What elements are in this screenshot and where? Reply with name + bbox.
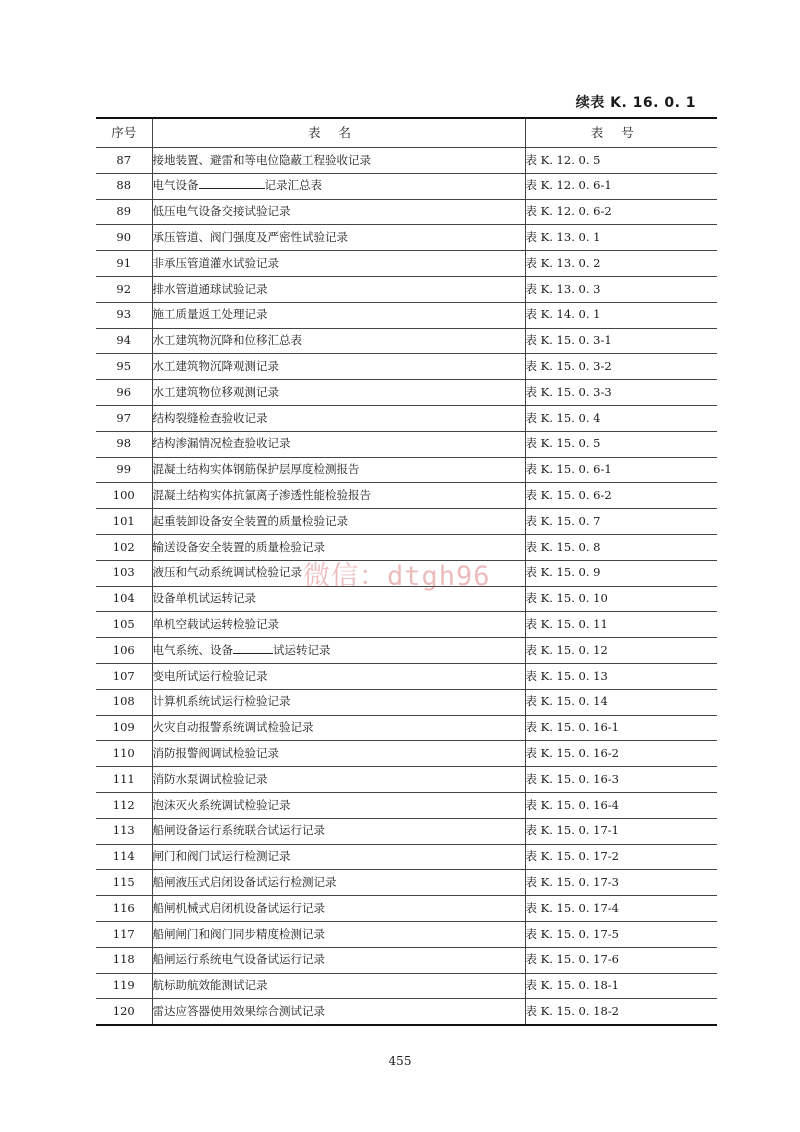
row-form-code: 表 K. 15. 0. 17-3 (525, 870, 717, 896)
row-form-code: 表 K. 15. 0. 17-2 (525, 844, 717, 870)
row-form-name: 排水管道通球试验记录 (152, 276, 525, 302)
table-row (96, 715, 717, 741)
form-name-prefix: 电气系统、设备 (152, 642, 233, 657)
table-header-row (96, 118, 717, 148)
row-serial-number: 100 (96, 483, 152, 509)
table-row (96, 173, 717, 199)
table-row (96, 921, 717, 947)
row-serial-number: 99 (96, 457, 152, 483)
watermark: 微信：dtgh96 (303, 561, 491, 592)
row-serial-number: 112 (96, 792, 152, 818)
table-row (96, 483, 717, 509)
row-form-name: 施工质量返工处理记录 (152, 302, 525, 328)
row-form-code: 表 K. 15. 0. 16-4 (525, 792, 717, 818)
row-form-code: 表 K. 12. 0. 6-1 (525, 173, 717, 199)
row-serial-number: 103 (96, 560, 152, 586)
table-row (96, 199, 717, 225)
row-serial-number: 104 (96, 586, 152, 612)
table-row (96, 999, 717, 1025)
row-form-name: 混凝土结构实体抗氯离子渗透性能检验报告 (152, 483, 525, 509)
row-form-name: 低压电气设备交接试验记录 (152, 199, 525, 225)
row-form-code: 表 K. 15. 0. 18-2 (525, 999, 717, 1025)
row-form-name: 闸门和阀门试运行检测记录 (152, 844, 525, 870)
row-serial-number: 107 (96, 663, 152, 689)
row-form-code: 表 K. 15. 0. 17-5 (525, 921, 717, 947)
row-form-code: 表 K. 15. 0. 6-1 (525, 457, 717, 483)
row-form-name: 雷达应答器使用效果综合测试记录 (152, 999, 525, 1025)
row-form-name (152, 638, 525, 664)
row-form-name: 混凝土结构实体钢筋保护层厚度检测报告 (152, 457, 525, 483)
row-form-name: 液压和气动系统调试检验记录 (152, 560, 525, 586)
row-serial-number: 115 (96, 870, 152, 896)
row-serial-number: 108 (96, 689, 152, 715)
row-form-name: 单机空载试运转检验记录 (152, 612, 525, 638)
row-form-code: 表 K. 15. 0. 11 (525, 612, 717, 638)
table-row (96, 792, 717, 818)
row-form-name (152, 173, 525, 199)
header-form-code: 表号 (525, 118, 717, 148)
row-form-name: 设备单机试运转记录 (152, 586, 525, 612)
table-row (96, 148, 717, 174)
row-serial-number: 113 (96, 818, 152, 844)
table-row (96, 663, 717, 689)
table-caption: 续表 K. 16. 0. 1 (575, 95, 696, 111)
table-row (96, 818, 717, 844)
row-form-code: 表 K. 13. 0. 1 (525, 225, 717, 251)
table-row (96, 612, 717, 638)
table-row (96, 380, 717, 406)
row-form-code: 表 K. 15. 0. 3-1 (525, 328, 717, 354)
table-row (96, 638, 717, 664)
row-form-code: 表 K. 15. 0. 16-2 (525, 741, 717, 767)
row-form-code: 表 K. 15. 0. 9 (525, 560, 717, 586)
row-serial-number: 90 (96, 225, 152, 251)
row-serial-number: 92 (96, 276, 152, 302)
row-form-code: 表 K. 15. 0. 4 (525, 405, 717, 431)
row-serial-number: 93 (96, 302, 152, 328)
row-serial-number: 98 (96, 431, 152, 457)
row-form-name: 非承压管道灌水试验记录 (152, 251, 525, 277)
row-form-name: 船闸闸门和阀门同步精度检测记录 (152, 921, 525, 947)
page-number: 455 (388, 1054, 412, 1068)
row-form-name: 水工建筑物位移观测记录 (152, 380, 525, 406)
row-serial-number: 91 (96, 251, 152, 277)
form-name-suffix: 记录汇总表 (264, 178, 322, 193)
table-row (96, 767, 717, 793)
row-form-code: 表 K. 15. 0. 16-3 (525, 767, 717, 793)
table-row (96, 405, 717, 431)
row-form-code: 表 K. 15. 0. 3-3 (525, 380, 717, 406)
table-row (96, 741, 717, 767)
row-form-name: 消防报警阀调试检验记录 (152, 741, 525, 767)
row-form-code: 表 K. 15. 0. 7 (525, 509, 717, 535)
table-row (96, 225, 717, 251)
fill-in-blank (233, 653, 273, 654)
row-form-code: 表 K. 12. 0. 5 (525, 148, 717, 174)
row-form-code: 表 K. 15. 0. 5 (525, 431, 717, 457)
row-form-code: 表 K. 12. 0. 6-2 (525, 199, 717, 225)
row-form-name: 接地装置、避雷和等电位隐蔽工程验收记录 (152, 148, 525, 174)
row-form-code: 表 K. 15. 0. 12 (525, 638, 717, 664)
table-row (96, 973, 717, 999)
table-row (96, 276, 717, 302)
form-name-prefix: 电气设备 (152, 178, 199, 193)
table-row (96, 431, 717, 457)
row-serial-number: 118 (96, 947, 152, 973)
row-serial-number: 89 (96, 199, 152, 225)
row-form-code: 表 K. 15. 0. 18-1 (525, 973, 717, 999)
table-row (96, 328, 717, 354)
row-serial-number: 106 (96, 638, 152, 664)
table-row (96, 947, 717, 973)
row-form-code: 表 K. 13. 0. 3 (525, 276, 717, 302)
row-form-code: 表 K. 15. 0. 14 (525, 689, 717, 715)
row-form-name: 火灾自动报警系统调试检验记录 (152, 715, 525, 741)
header-serial-number: 序号 (96, 118, 152, 148)
table-row (96, 844, 717, 870)
row-serial-number: 119 (96, 973, 152, 999)
row-serial-number: 88 (96, 173, 152, 199)
row-form-name: 消防水泵调试检验记录 (152, 767, 525, 793)
row-serial-number: 94 (96, 328, 152, 354)
row-form-code: 表 K. 15. 0. 16-1 (525, 715, 717, 741)
table-row (96, 354, 717, 380)
row-form-name: 泡沫灭火系统调试检验记录 (152, 792, 525, 818)
row-serial-number: 95 (96, 354, 152, 380)
header-form-name: 表名 (152, 118, 525, 148)
row-serial-number: 87 (96, 148, 152, 174)
row-serial-number: 117 (96, 921, 152, 947)
row-form-name: 水工建筑物沉降和位移汇总表 (152, 328, 525, 354)
row-form-code: 表 K. 15. 0. 8 (525, 534, 717, 560)
row-serial-number: 114 (96, 844, 152, 870)
row-form-name: 起重装卸设备安全装置的质量检验记录 (152, 509, 525, 535)
row-form-code: 表 K. 15. 0. 3-2 (525, 354, 717, 380)
row-serial-number: 97 (96, 405, 152, 431)
row-form-code: 表 K. 15. 0. 6-2 (525, 483, 717, 509)
row-serial-number: 116 (96, 896, 152, 922)
row-serial-number: 102 (96, 534, 152, 560)
row-form-name: 航标助航效能测试记录 (152, 973, 525, 999)
table-row (96, 302, 717, 328)
row-form-code: 表 K. 15. 0. 10 (525, 586, 717, 612)
row-form-name: 船闸液压式启闭设备试运行检测记录 (152, 870, 525, 896)
table-row (96, 251, 717, 277)
row-form-name: 船闸机械式启闭机设备试运行记录 (152, 896, 525, 922)
row-form-name: 变电所试运行检验记录 (152, 663, 525, 689)
table-row (96, 870, 717, 896)
row-serial-number: 101 (96, 509, 152, 535)
row-form-name: 结构裂缝检查验收记录 (152, 405, 525, 431)
row-form-code: 表 K. 14. 0. 1 (525, 302, 717, 328)
table-row (96, 457, 717, 483)
table-row (96, 509, 717, 535)
row-form-name: 承压管道、阀门强度及严密性试验记录 (152, 225, 525, 251)
row-serial-number: 96 (96, 380, 152, 406)
table-row (96, 689, 717, 715)
row-serial-number: 110 (96, 741, 152, 767)
row-form-code: 表 K. 13. 0. 2 (525, 251, 717, 277)
row-form-name: 输送设备安全装置的质量检验记录 (152, 534, 525, 560)
row-form-code: 表 K. 15. 0. 17-1 (525, 818, 717, 844)
row-serial-number: 105 (96, 612, 152, 638)
form-name-suffix: 试运转记录 (273, 642, 331, 657)
fill-in-blank (199, 188, 265, 189)
table-row (96, 896, 717, 922)
row-serial-number: 111 (96, 767, 152, 793)
row-form-name: 船闸设备运行系统联合试运行记录 (152, 818, 525, 844)
row-form-name: 结构渗漏情况检查验收记录 (152, 431, 525, 457)
row-serial-number: 109 (96, 715, 152, 741)
row-form-code: 表 K. 15. 0. 13 (525, 663, 717, 689)
row-form-name: 船闸运行系统电气设备试运行记录 (152, 947, 525, 973)
row-form-name: 水工建筑物沉降观测记录 (152, 354, 525, 380)
row-form-name: 计算机系统试运行检验记录 (152, 689, 525, 715)
row-form-code: 表 K. 15. 0. 17-4 (525, 896, 717, 922)
row-form-code: 表 K. 15. 0. 17-6 (525, 947, 717, 973)
row-serial-number: 120 (96, 999, 152, 1025)
